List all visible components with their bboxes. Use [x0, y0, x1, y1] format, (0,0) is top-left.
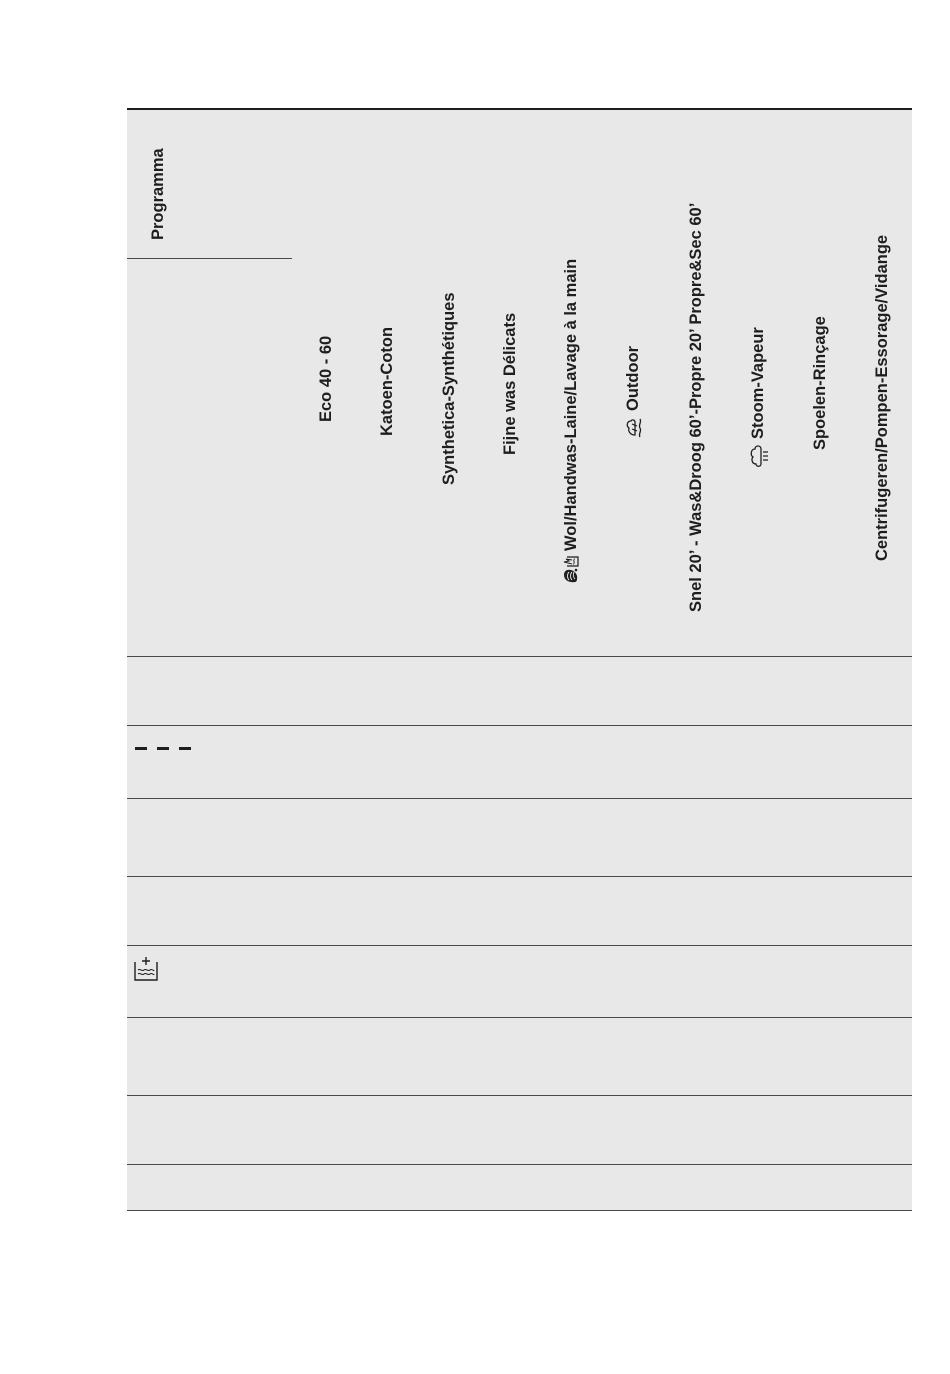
- table-row: [127, 656, 912, 725]
- programme-table: [127, 108, 912, 1210]
- table-row: [127, 1164, 912, 1211]
- programme-fijne-was: Fijne was Délicats: [501, 312, 519, 455]
- table-row: [127, 1095, 912, 1164]
- programme-katoen-coton: Katoen-Coton: [378, 326, 396, 436]
- programme-stoom-vapeur: Stoom-Vapeur: [747, 327, 769, 468]
- table-row: [127, 725, 912, 798]
- extra-water-icon: [133, 956, 159, 982]
- table-header: [127, 108, 912, 659]
- programme-synthetica: Synthetica-Synthétiques: [440, 292, 458, 485]
- table-row: [127, 945, 912, 1017]
- programme-centrifugeren: Centrifugeren/Pompen-Essorage/Vidange: [873, 234, 891, 561]
- wool-handwash-icon: [561, 556, 581, 584]
- steam-icon: [747, 444, 769, 468]
- table-row: [127, 876, 912, 945]
- programme-eco-40-60: Eco 40 - 60: [317, 335, 335, 422]
- programme-column-label: Programma: [149, 148, 167, 240]
- table-row: [127, 1017, 912, 1095]
- table-row: [127, 798, 912, 876]
- programme-snel-20: Snel 20’ - Was&Droog 60’-Propre 20’ Propre&Sec 60’: [687, 202, 705, 612]
- outdoor-icon: [623, 416, 643, 440]
- programme-outdoor: Outdoor: [623, 346, 643, 440]
- programme-wol-handwas: Wol/Handwas-Laine/Lavage à la main: [561, 259, 581, 584]
- dash-display-icon: [135, 746, 193, 752]
- programme-spoelen: Spoelen-Rinçage: [811, 316, 829, 450]
- header-divider: [127, 258, 292, 259]
